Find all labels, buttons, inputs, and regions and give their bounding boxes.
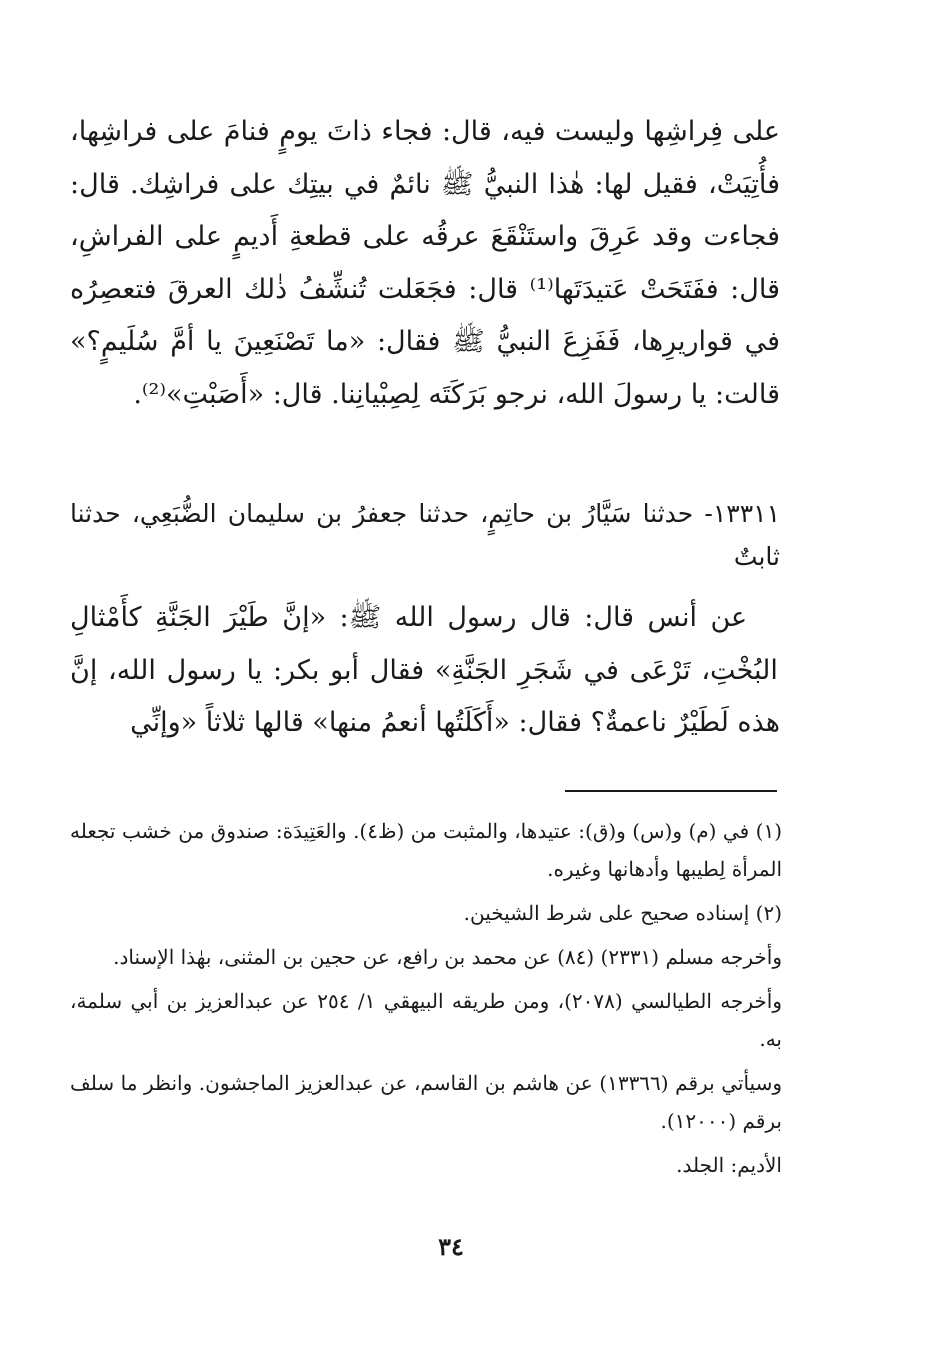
text-line: حدثنا ثابتٌ	[70, 499, 780, 571]
footnotes	[70, 812, 782, 1190]
text-line: عن أنس قال: قال رسول الله ﷺ: «إنَّ طَيْرَ الجَنَّةِ كأَمْثالِ	[70, 602, 748, 633]
hadith-body	[70, 592, 780, 750]
text-line: البُخْتِ، تَرْعَى في شَجَرِ الجَنَّةِ» فقال أبو بكر: يا رسول الله، إنَّ	[70, 654, 778, 686]
main-paragraph	[70, 106, 780, 421]
text-line: يا أمَّ سُلَيمٍ؟» قالت: يا رسولَ الله، نرجو بَرَكَتَه لِصِبْيانِنا. قال:	[70, 326, 780, 410]
footnote-2: (٢) إسناده صحيح على شرط الشيخين.	[463, 901, 782, 925]
footnote-1: (١) في (م) و(س) و(ق): عتيدها، والمثبت من (ظ٤). والعَتِيدَة: صندوق من خشب تجعله المرأة لِطيبها وأدهانها وغيره.	[70, 819, 782, 881]
hadith-body-text	[70, 592, 780, 750]
text-line: العرقَ فتعصِرُه في قواريرِها، فَفَزِعَ النبيُّ ﷺ فقال: «ما تَصْنَعِينَ	[70, 273, 781, 357]
footnote-2-tayalisi: وأخرجه الطيالسي (٢٠٧٨)، ومن طريقه البيهقي ١/ ٢٥٤ عن عبدالعزيز بن أبي سلمة، به.	[70, 989, 782, 1051]
text-line: على فِراشِها وليست فيه، قال: فجاء ذاتَ يومٍ فنامَ على	[157, 116, 780, 147]
footnote-2-muslim: وأخرجه مسلم (٢٣٣١) (٨٤) عن محمد بن رافع، عن حجين بن المثنى، بهٰذا الإسناد.	[113, 945, 782, 969]
text-line: فراشِك. قال: فجاءت وقد عَرِقَ واستَنْقَعَ عرقُه على قطعةِ أَديمٍ	[70, 168, 780, 252]
footnote-2-cross-reference: وسيأتي برقم (١٣٣٦٦) عن هاشم بن القاسم، عن عبدالعزيز الماجشون. وانظر ما سلف برقم (١٢٠٠٠).	[70, 1071, 782, 1133]
text-line: «أَصَبْتِ»⁽²⁾.	[133, 378, 265, 410]
text-line: على الفراشِ، قال: ففَتَحَتْ عَتيدَتَها⁽¹⁾ قال: فجَعَلت تُنشِّفُ ذٰلك	[70, 221, 780, 305]
text-line: ١٣٣١١- حدثنا سَيَّارُ بن حاتِمٍ، حدثنا جعفرُ بن سليمان الضُّبَعِي،	[120, 499, 780, 528]
hadith-chain	[70, 492, 780, 578]
main-paragraph-text	[70, 106, 780, 421]
page-number: ٣٤	[438, 1232, 464, 1261]
text-line: هذه لَطَيْرٌ ناعمةٌ؟ فقال: «أَكَلَتُها أنعمُ منها» قالها ثلاثاً «وإنِّي	[130, 707, 780, 738]
footnote-definition: الأديم: الجلد.	[676, 1153, 782, 1177]
footnote-divider	[565, 790, 777, 792]
text-line: فراشِها، فأُتِيَتْ، فقيل لها: هٰذا النبيُّ ﷺ نائمٌ في بيتِك على	[70, 116, 781, 200]
hadith-chain-text	[70, 492, 780, 578]
